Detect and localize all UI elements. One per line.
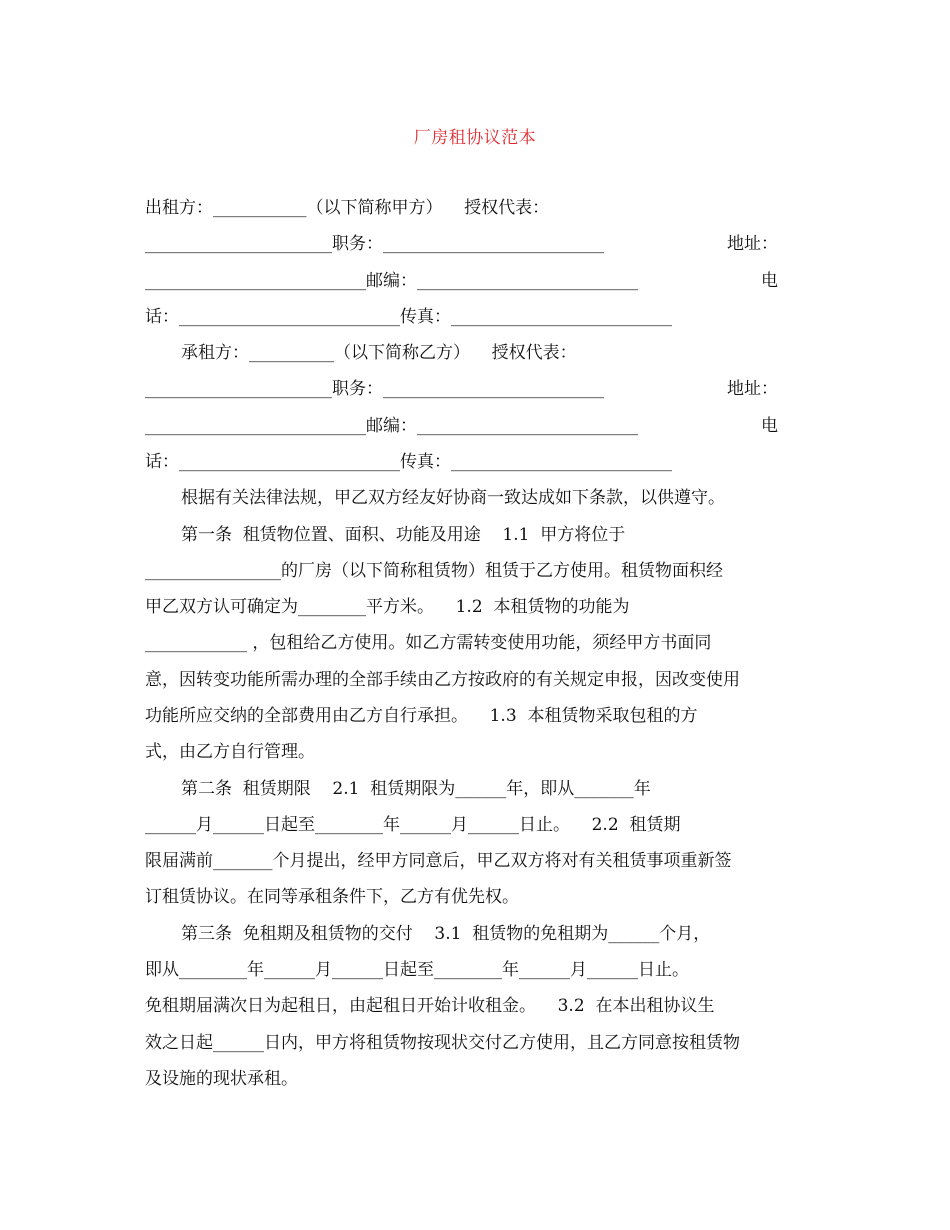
article-1-line-7: 式，由乙方自行管理。 (145, 742, 315, 762)
lessee-postcode-line: __________________________邮编：__________________________ (145, 416, 638, 436)
article-3-line-3: 免租期届满次日为起租日，由起租日开始计收租金。 3.2 在本出租协议生 (145, 996, 715, 1016)
lessee-phone-label-start: 电 (761, 416, 778, 436)
article-3-line-1: 第三条 免租期及租赁物的交付 3.1 租赁物的免租期为______个月， (181, 924, 711, 944)
lessor-line: 出租方：___________（以下简称甲方） 授权代表： (145, 198, 550, 218)
lessee-phone-fax-line: 话：__________________________传真：__________________________ (145, 452, 672, 472)
article-1-line-6: 功能所应交纳的全部费用由乙方自行承担。 1.3 本租赁物采取包租的方 (145, 706, 698, 726)
article-1-line-5: 意，因转变功能所需办理的全部手续由乙方按政府的有关规定申报，因改变使用 (145, 670, 740, 690)
article-3-line-4: 效之日起______日内，甲方将租赁物按现状交付乙方使用，且乙方同意按租赁物 (145, 1033, 740, 1053)
article-3-line-2: 即从________年______月______日起至________年______月______日止。 (145, 960, 689, 980)
lessee-line: 承租方：__________（以下简称乙方） 授权代表： (181, 343, 577, 363)
article-1-line-3: 甲乙双方认可确定为________平方米。 1.2 本租赁物的功能为 (145, 597, 630, 617)
lessee-position-line: ______________________职务：__________________________ (145, 379, 604, 399)
article-2-line-2: ______月______日起至________年______月______日止。 2.2 租赁期 (145, 815, 681, 835)
lessor-address-label: 地址： (727, 234, 778, 254)
agreement-intro: 根据有关法律法规，甲乙双方经友好协商一致达成如下条款，以供遵守。 (181, 488, 725, 508)
document-title: 厂房租协议范本 (413, 128, 537, 148)
article-1-line-1: 第一条 租赁物位置、面积、功能及用途 1.1 甲方将位于 (181, 525, 626, 545)
article-3-line-5: 及设施的现状承租。 (145, 1069, 298, 1089)
article-2-line-1: 第二条 租赁期限 2.1 租赁期限为______年，即从_______年 (181, 779, 651, 799)
lessor-phone-fax-line: 话：__________________________传真：__________________________ (145, 307, 672, 327)
lessor-position-line: ______________________职务：__________________________ (145, 234, 604, 254)
lessor-postcode-line: __________________________邮编：__________________________ (145, 271, 638, 291)
article-1-line-4: ____________ ，包租给乙方使用。如乙方需转变使用功能，须经甲方书面同 (145, 633, 712, 653)
article-2-line-3: 限届满前_______个月提出，经甲方同意后，甲乙双方将对有关租赁事项重新签 (145, 851, 732, 871)
article-2-line-4: 订租赁协议。在同等承租条件下，乙方有优先权。 (145, 887, 519, 907)
lessee-address-label: 地址： (727, 379, 778, 399)
lessor-phone-label-start: 电 (761, 271, 778, 291)
article-1-line-2: ________________的厂房（以下简称租赁物）租赁于乙方使用。租赁物面积经 (145, 561, 723, 581)
